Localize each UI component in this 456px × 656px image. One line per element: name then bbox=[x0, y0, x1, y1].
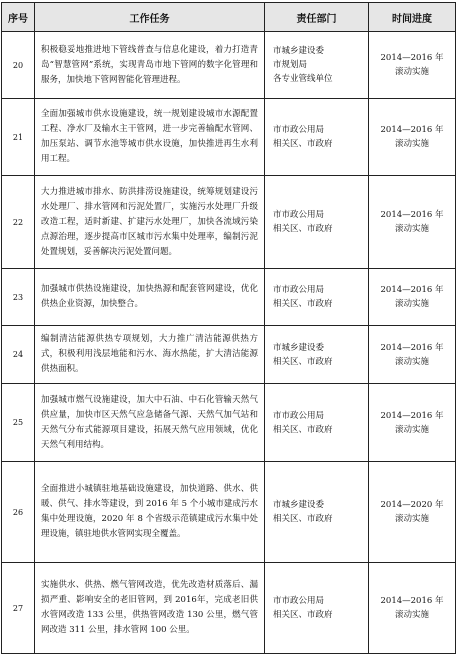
time-range: 2014—2016 年 bbox=[380, 410, 444, 421]
row-dept bbox=[265, 462, 369, 563]
dept-line: 市市政公用局 bbox=[273, 285, 325, 295]
time-range: 2014—2016 年 bbox=[380, 210, 444, 220]
time-range: 2014—2016 年 bbox=[380, 285, 444, 295]
time-status: 滚动实施 bbox=[394, 139, 429, 149]
row-dept bbox=[265, 563, 369, 654]
row-time bbox=[369, 462, 456, 563]
row-time bbox=[369, 32, 456, 99]
row-dept bbox=[265, 32, 369, 99]
table-row bbox=[2, 32, 456, 99]
row-task: 全面推进小城镇驻地基础设施建设，加快道路、供水、供暖、供气、排水等建设，到 2016 年 5 个小城市建成污水集中处理设施，2020 年 8 个省级示范镇建成污水集中处理设施，镇驻地供水管网实现全覆盖。 bbox=[35, 462, 265, 563]
row-seq: 22 bbox=[2, 176, 35, 269]
header-time: 时间进度 bbox=[369, 3, 456, 32]
row-time bbox=[369, 326, 456, 384]
time-status: 滚动实施 bbox=[394, 424, 429, 435]
time-status: 滚动实施 bbox=[394, 610, 429, 620]
task-table bbox=[1, 2, 456, 654]
header-seq: 序号 bbox=[2, 3, 35, 32]
dept-line: 相关区、市政府 bbox=[273, 299, 333, 309]
header-task: 工作任务 bbox=[35, 3, 265, 32]
time-range: 2014—2016 年 bbox=[380, 342, 444, 353]
time-status: 滚动实施 bbox=[394, 514, 429, 524]
row-time bbox=[369, 563, 456, 654]
row-task: 积极稳妥地推进地下管线普查与信息化建设，着力打造青岛“智慧管网”系统，实现青岛市地下管网的数字化管理和服务，加快地下管网智能化管理进程。 bbox=[35, 32, 265, 99]
row-time bbox=[369, 176, 456, 269]
row-seq: 21 bbox=[2, 99, 35, 176]
dept-line: 各专业管线单位 bbox=[273, 74, 333, 84]
time-status: 滚动实施 bbox=[394, 67, 429, 77]
time-range: 2014—2016 年 bbox=[380, 125, 444, 135]
dept-line: 相关区、市政府 bbox=[273, 139, 333, 149]
row-seq: 25 bbox=[2, 384, 35, 462]
row-task: 全面加强城市供水设施建设，统一规划建设城市水源配置工程、净水厂及输水主干管网，进一步完善输配水管网、加压泵站、调节水池等城市供水设施，加快推进再生水利用工程。 bbox=[35, 99, 265, 176]
time-range: 2014—2016 年 bbox=[380, 53, 444, 63]
row-time bbox=[369, 269, 456, 326]
row-seq: 24 bbox=[2, 326, 35, 384]
row-seq: 20 bbox=[2, 32, 35, 99]
row-task: 编制清洁能源供热专项规划，大力推广清洁能源供热方式，积极利用浅层地能和污水、海水热能，扩大清洁能源供热面积。 bbox=[35, 326, 265, 384]
dept-line: 相关区、市政府 bbox=[273, 356, 333, 367]
dept-line: 市市政公用局 bbox=[273, 596, 325, 606]
time-status: 滚动实施 bbox=[394, 299, 429, 309]
time-status: 滚动实施 bbox=[394, 224, 429, 234]
time-range: 2014—2020 年 bbox=[380, 500, 444, 510]
row-dept bbox=[265, 99, 369, 176]
row-dept bbox=[265, 326, 369, 384]
row-seq: 26 bbox=[2, 462, 35, 563]
dept-line: 市市政公用局 bbox=[273, 210, 325, 220]
dept-line: 市城乡建设委 bbox=[273, 500, 325, 510]
row-seq: 27 bbox=[2, 563, 35, 654]
row-time bbox=[369, 384, 456, 462]
dept-line: 相关区、市政府 bbox=[273, 514, 333, 524]
table-row bbox=[2, 563, 456, 654]
row-dept bbox=[265, 384, 369, 462]
dept-line: 市市政公用局 bbox=[273, 125, 325, 135]
row-dept bbox=[265, 176, 369, 269]
row-task: 大力推进城市排水、防洪排涝设施建设，统筹规划建设污水处理厂、排水管网和污泥处置厂，实施污水处理厂升级改造工程，适时新建、扩建污水处理厂，加快各流域污染点源治理，逐步提高市区城市污水集中处理率，编制污泥处置规划，妥善解决污泥处置问题。 bbox=[35, 176, 265, 269]
table-row bbox=[2, 462, 456, 563]
dept-line: 相关区、市政府 bbox=[273, 610, 333, 620]
dept-line: 市城乡建设委 bbox=[273, 342, 325, 353]
table-row bbox=[2, 269, 456, 326]
table-row bbox=[2, 326, 456, 384]
row-task: 加强城市供热设施建设，加快热源和配套管网建设，优化供热企业资源，加快整合。 bbox=[35, 269, 265, 326]
row-seq: 23 bbox=[2, 269, 35, 326]
dept-line: 市市政公用局 bbox=[273, 410, 325, 421]
header-row bbox=[2, 3, 456, 32]
table-row bbox=[2, 176, 456, 269]
row-task: 加强城市燃气设施建设，加大中石油、中石化管输天然气供应量，加快市区天然气应急储备气源、天然气加气站和天然气分布式能源项目建设，拓展天然气应用领域，优化天然气利用结构。 bbox=[35, 384, 265, 462]
dept-line: 市城乡建设委 bbox=[273, 46, 325, 56]
row-dept bbox=[265, 269, 369, 326]
dept-line: 市规划局 bbox=[273, 60, 308, 70]
row-task: 实施供水、供热、燃气管网改造，优先改造材质落后、漏损严重、影响安全的老旧管网，到 2016年，完成老旧供水管网改造 133 公里，供热管网改造 130 公里，燃气管网改造 311 公里，排水管网 100 公里。 bbox=[35, 563, 265, 654]
table-row bbox=[2, 99, 456, 176]
time-status: 滚动实施 bbox=[394, 356, 429, 367]
dept-line: 相关区、市政府 bbox=[273, 224, 333, 234]
dept-line: 相关区、市政府 bbox=[273, 424, 333, 435]
header-dept: 责任部门 bbox=[265, 3, 369, 32]
row-time bbox=[369, 99, 456, 176]
table-row bbox=[2, 384, 456, 462]
time-range: 2014—2016 年 bbox=[380, 596, 444, 606]
